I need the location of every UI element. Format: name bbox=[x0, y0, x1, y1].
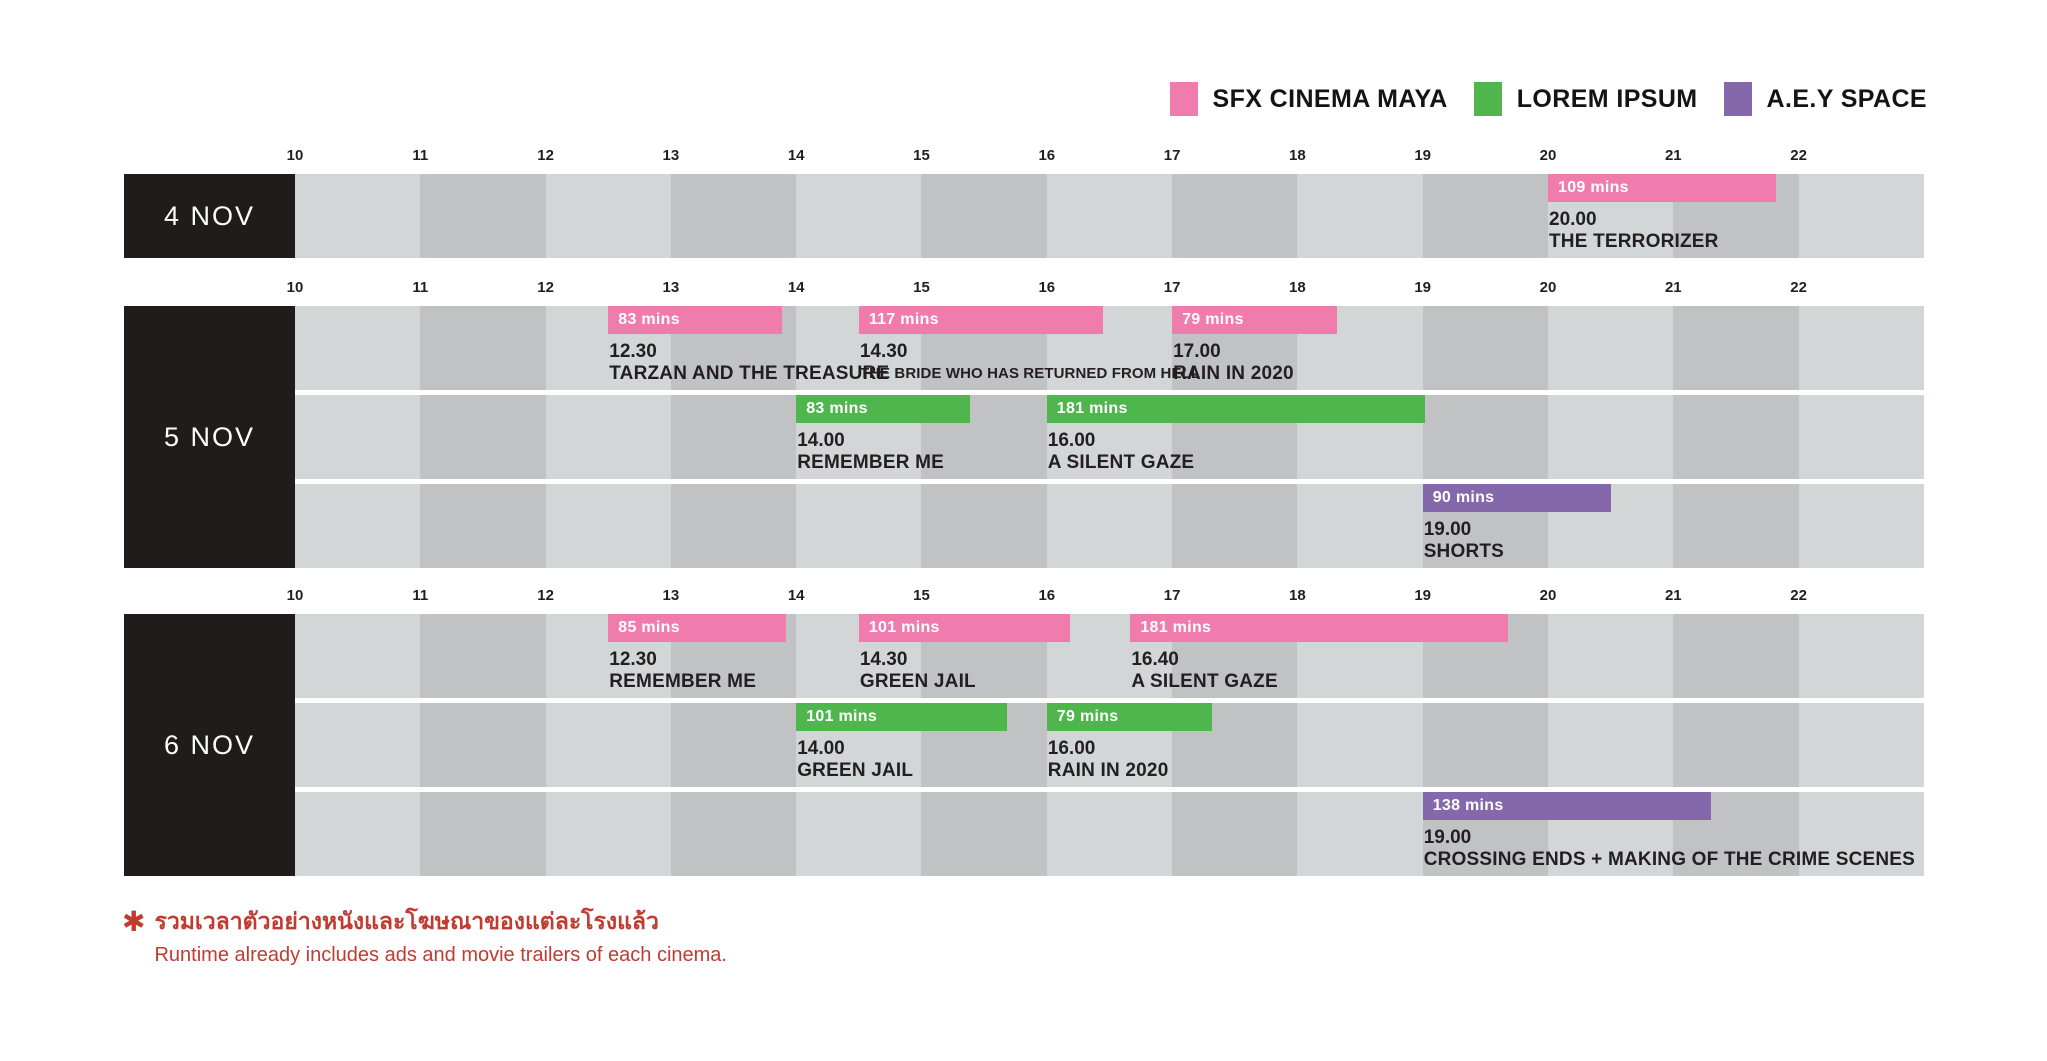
footnote bbox=[122, 906, 727, 968]
show-time: 20.00 bbox=[1549, 209, 1597, 230]
show-title: RAIN IN 2020 bbox=[1047, 760, 1169, 781]
legend-label: A.E.Y SPACE bbox=[1766, 84, 1927, 113]
hour-label: 15 bbox=[913, 147, 930, 164]
grid-column bbox=[1799, 703, 1924, 787]
hour-label: 18 bbox=[1289, 587, 1306, 604]
grid-column bbox=[420, 174, 545, 258]
show-title: TARZAN AND THE TREASURE bbox=[609, 363, 890, 384]
footnote-english-line: Runtime already includes ads and movie trailers of each cinema. bbox=[154, 944, 727, 966]
show-title: SHORTS bbox=[1423, 541, 1505, 562]
grid-column bbox=[546, 792, 671, 876]
grid-column bbox=[546, 484, 671, 568]
hour-label: 21 bbox=[1664, 279, 1682, 296]
legend bbox=[1170, 82, 1927, 116]
hour-label: 13 bbox=[662, 279, 680, 296]
grid-column bbox=[1548, 395, 1673, 479]
date-box bbox=[124, 306, 295, 568]
show-title: RAIN IN 2020 bbox=[1173, 363, 1294, 384]
show-block bbox=[609, 341, 889, 385]
grid-column bbox=[1423, 395, 1548, 479]
grid-column bbox=[295, 614, 420, 698]
hour-label: 11 bbox=[412, 147, 429, 164]
hour-label: 17 bbox=[1163, 279, 1181, 296]
asterisk-icon: ✱ bbox=[122, 906, 146, 937]
show-bar bbox=[1548, 174, 1776, 202]
show-block bbox=[860, 341, 1200, 385]
hour-label: 21 bbox=[1664, 147, 1682, 164]
hour-label: 17 bbox=[1163, 587, 1181, 604]
footnote-lines bbox=[154, 906, 727, 968]
grid-column bbox=[420, 614, 545, 698]
show-runtime-label: 101 mins bbox=[868, 619, 940, 636]
grid-column bbox=[1673, 614, 1798, 698]
show-bar bbox=[796, 395, 969, 423]
legend-swatch-purple bbox=[1724, 82, 1752, 116]
show-runtime-label: 90 mins bbox=[1432, 489, 1495, 506]
grid-column bbox=[1799, 395, 1924, 479]
hour-label: 22 bbox=[1790, 147, 1807, 164]
show-runtime-label: 83 mins bbox=[806, 400, 868, 417]
show-title: REMEMBER ME bbox=[609, 671, 757, 692]
date-label: 5 NOV bbox=[163, 421, 256, 452]
grid-column bbox=[420, 306, 545, 390]
grid-column bbox=[1548, 306, 1673, 390]
show-runtime-label: 138 mins bbox=[1432, 797, 1504, 814]
show-block bbox=[1131, 649, 1278, 693]
show-bar bbox=[1423, 792, 1711, 820]
hour-label: 12 bbox=[537, 279, 554, 296]
grid-column bbox=[295, 306, 420, 390]
show-title: GREEN JAIL bbox=[797, 760, 914, 781]
date-label: 6 NOV bbox=[163, 729, 256, 760]
grid-column bbox=[1297, 703, 1422, 787]
hour-label: 12 bbox=[537, 587, 554, 604]
grid-column bbox=[1423, 703, 1548, 787]
grid-column bbox=[671, 395, 796, 479]
show-runtime-label: 117 mins bbox=[868, 311, 939, 328]
legend-label: SFX CINEMA MAYA bbox=[1212, 84, 1448, 113]
grid-column bbox=[1172, 792, 1297, 876]
show-runtime-label: 109 mins bbox=[1558, 179, 1629, 196]
hour-label: 22 bbox=[1790, 587, 1807, 604]
grid-column bbox=[1548, 703, 1673, 787]
grid-column bbox=[1673, 703, 1798, 787]
hour-label: 20 bbox=[1539, 147, 1557, 164]
footnote-thai-line: รวมเวลาตัวอย่างหนังและโฆษณาของแต่ละโรงแล้ว bbox=[154, 908, 659, 934]
hour-label: 19 bbox=[1414, 587, 1432, 604]
hour-label: 13 bbox=[662, 147, 680, 164]
grid-column bbox=[671, 484, 796, 568]
grid-column bbox=[1673, 306, 1798, 390]
show-title: A SILENT GAZE bbox=[1047, 452, 1195, 473]
hour-label: 16 bbox=[1038, 587, 1056, 604]
grid-column bbox=[796, 484, 921, 568]
show-runtime-label: 181 mins bbox=[1056, 400, 1128, 417]
grid-column bbox=[796, 792, 921, 876]
show-block bbox=[1048, 430, 1195, 474]
grid-column bbox=[420, 792, 545, 876]
show-runtime-label: 79 mins bbox=[1056, 708, 1119, 725]
legend-item-sfx-cinema-maya bbox=[1170, 82, 1448, 116]
show-bar bbox=[1047, 703, 1212, 731]
hour-label: 19 bbox=[1414, 279, 1432, 296]
show-bar bbox=[1423, 484, 1611, 512]
hour-label: 10 bbox=[286, 147, 304, 164]
hour-label: 20 bbox=[1539, 279, 1557, 296]
cinema-lane-a-e-y-space bbox=[295, 484, 1924, 568]
grid-column bbox=[1548, 614, 1673, 698]
legend-item-lorem-ipsum bbox=[1474, 82, 1698, 116]
show-bar bbox=[796, 703, 1007, 731]
hour-label: 21 bbox=[1664, 587, 1682, 604]
show-bar bbox=[608, 614, 786, 642]
grid-column bbox=[1799, 614, 1924, 698]
hour-label: 16 bbox=[1038, 147, 1056, 164]
grid-column bbox=[1297, 174, 1422, 258]
show-block bbox=[1549, 209, 1719, 253]
show-title: REMEMBER ME bbox=[797, 452, 945, 473]
grid-column bbox=[921, 174, 1046, 258]
show-time: 12.30 bbox=[609, 649, 657, 670]
grid-column bbox=[1172, 484, 1297, 568]
hour-label: 10 bbox=[286, 279, 304, 296]
grid-column bbox=[295, 703, 420, 787]
legend-item-aey-space bbox=[1724, 82, 1927, 116]
grid-column bbox=[1297, 792, 1422, 876]
show-block bbox=[1173, 341, 1294, 385]
show-bar bbox=[1130, 614, 1508, 642]
show-title: THE BRIDE WHO HAS RETURNED FROM HELL bbox=[859, 365, 1201, 382]
grid-column bbox=[1799, 306, 1924, 390]
show-runtime-label: 181 mins bbox=[1140, 619, 1212, 636]
hour-label: 16 bbox=[1038, 279, 1056, 296]
show-block bbox=[1048, 738, 1169, 782]
show-time: 19.00 bbox=[1423, 827, 1472, 848]
show-bar bbox=[859, 614, 1070, 642]
show-time: 14.30 bbox=[859, 341, 908, 362]
grid-column bbox=[295, 174, 420, 258]
grid-column bbox=[671, 174, 796, 258]
cinema-lane-sfx-cinema-maya bbox=[295, 614, 1924, 698]
hour-label: 13 bbox=[662, 587, 680, 604]
grid-column bbox=[1799, 484, 1924, 568]
show-title: GREEN JAIL bbox=[859, 671, 976, 692]
hour-label: 10 bbox=[286, 587, 304, 604]
grid-column bbox=[671, 792, 796, 876]
show-title: A SILENT GAZE bbox=[1131, 671, 1278, 692]
grid-column bbox=[1297, 484, 1422, 568]
hour-label: 18 bbox=[1289, 147, 1306, 164]
show-time: 16.00 bbox=[1047, 738, 1096, 759]
show-runtime-label: 101 mins bbox=[806, 708, 878, 725]
date-box bbox=[124, 614, 295, 876]
show-block bbox=[1424, 827, 1915, 871]
grid-column bbox=[295, 395, 420, 479]
grid-column bbox=[1047, 792, 1172, 876]
date-box bbox=[124, 174, 295, 258]
date-label: 4 NOV bbox=[163, 200, 256, 231]
grid-column bbox=[1172, 174, 1297, 258]
hour-label: 12 bbox=[537, 147, 554, 164]
show-time: 17.00 bbox=[1173, 341, 1221, 362]
grid-column bbox=[921, 484, 1046, 568]
grid-column bbox=[295, 792, 420, 876]
show-block bbox=[609, 649, 756, 693]
hour-label: 14 bbox=[787, 279, 805, 296]
grid-column bbox=[1423, 174, 1548, 258]
hour-label: 11 bbox=[412, 279, 429, 296]
grid-column bbox=[420, 395, 545, 479]
grid-column bbox=[796, 174, 921, 258]
show-runtime-label: 85 mins bbox=[618, 619, 680, 636]
hour-label: 20 bbox=[1539, 587, 1557, 604]
hour-label: 17 bbox=[1163, 147, 1181, 164]
show-bar bbox=[608, 306, 781, 334]
show-time: 14.00 bbox=[797, 430, 845, 451]
grid-column bbox=[1047, 484, 1172, 568]
show-runtime-label: 83 mins bbox=[618, 311, 680, 328]
show-time: 16.40 bbox=[1131, 649, 1179, 670]
hour-label: 14 bbox=[787, 147, 805, 164]
grid-column bbox=[1047, 174, 1172, 258]
grid-column bbox=[1799, 174, 1924, 258]
hour-label: 11 bbox=[412, 587, 429, 604]
hour-label: 14 bbox=[787, 587, 805, 604]
show-time: 14.00 bbox=[797, 738, 845, 759]
grid-column bbox=[420, 484, 545, 568]
grid-column bbox=[1673, 395, 1798, 479]
show-bar bbox=[1172, 306, 1337, 334]
grid-column bbox=[1673, 484, 1798, 568]
show-block bbox=[1424, 519, 1504, 563]
show-title: CROSSING ENDS + MAKING OF THE CRIME SCENES bbox=[1423, 849, 1916, 870]
hour-label: 19 bbox=[1414, 147, 1432, 164]
hour-label: 15 bbox=[913, 587, 930, 604]
grid-column bbox=[420, 703, 545, 787]
show-time: 16.00 bbox=[1047, 430, 1096, 451]
show-block bbox=[797, 430, 944, 474]
grid-column bbox=[671, 703, 796, 787]
show-time: 14.30 bbox=[859, 649, 908, 670]
show-title: THE TERRORIZER bbox=[1549, 231, 1719, 252]
grid-column bbox=[546, 174, 671, 258]
show-bar bbox=[859, 306, 1103, 334]
show-time: 19.00 bbox=[1423, 519, 1472, 540]
show-time: 12.30 bbox=[609, 341, 657, 362]
show-block bbox=[797, 738, 913, 782]
grid-column bbox=[546, 395, 671, 479]
show-bar bbox=[1047, 395, 1425, 423]
legend-label: LOREM IPSUM bbox=[1516, 84, 1698, 113]
grid-column bbox=[1423, 306, 1548, 390]
legend-swatch-pink bbox=[1170, 82, 1198, 116]
grid-column bbox=[546, 703, 671, 787]
grid-column bbox=[921, 792, 1046, 876]
hour-label: 18 bbox=[1289, 279, 1306, 296]
legend-swatch-green bbox=[1474, 82, 1502, 116]
show-runtime-label: 79 mins bbox=[1182, 311, 1244, 328]
hour-label: 15 bbox=[913, 279, 930, 296]
grid-column bbox=[295, 484, 420, 568]
show-block bbox=[860, 649, 976, 693]
hour-label: 22 bbox=[1790, 279, 1807, 296]
